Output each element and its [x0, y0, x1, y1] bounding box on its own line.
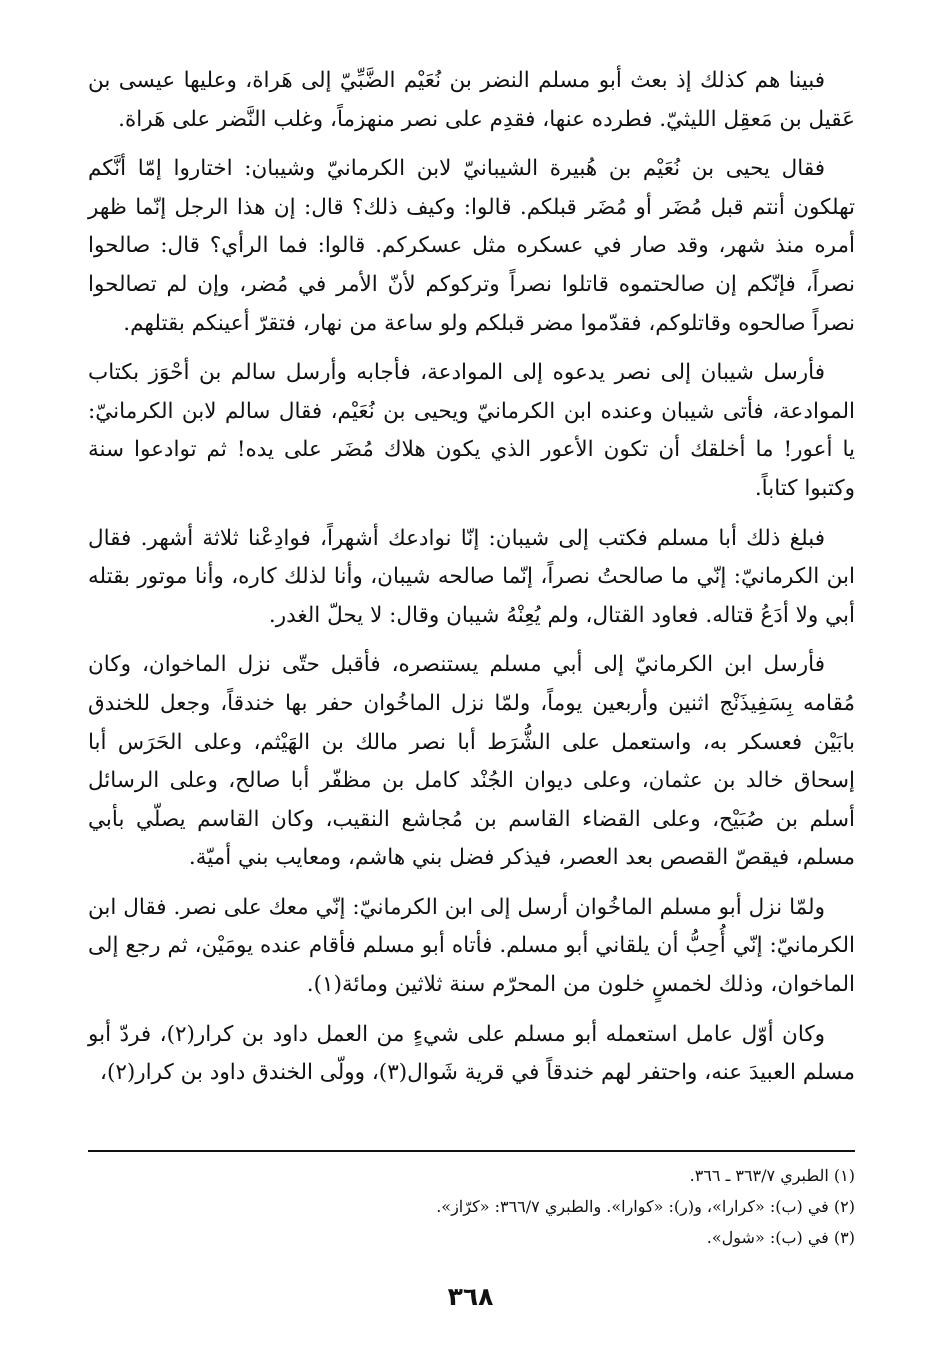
paragraph: ولمّا نزل أبو مسلم الماخُوان أرسل إلى ابن الكرمانيّ: إنّي معك على نصر. فقال ابن الكرمانيّ: إنّي أُحِبُّ أن يلقاني أبو مسلم. فأتاه أبو مسلم فأقام عنده يومَيْن، ثم رجع إلى الماخوان، وذلك لخمسٍ خلون من المحرّم سنة ثلاثين ومائة(١).	[88, 894, 855, 998]
paragraph: وكان أوّل عامل استعمله أبو مسلم على شيءٍ من العمل داود بن كرار(٢)، فردّ أبو مسلم العبيدَ عنه، واحتفر لهم خندقاً في قرية شَوال(٣)، وولّى الخندق داود بن كرار(٢)،	[88, 1021, 855, 1086]
main-text	[88, 62, 855, 1104]
footnote: (٢) في (ب): «كرارا»، و(ر): «كوارا». والطبري ٣٦٦/٧: «كرّاز».	[436, 1197, 855, 1216]
paragraph: فبلغ ذلك أبا مسلم فكتب إلى شيبان: إنّا نوادعك أشهراً، فوادِعْنا ثلاثة أشهر. فقال ابن الكرمانيّ: إنّي ما صالحتُ نصراً، إنّما صالحه شيبان، وأنا لذلك كاره، وأنا موتور بقتله أبي ولا أدَعُ قتاله. فعاود القتال، ولم يُعِنْهُ شيبان وقال: لا يحلّ الغدر.	[88, 525, 855, 628]
paragraph: فبينا هم كذلك إذ بعث أبو مسلم النضر بن نُعَيْم الضَّبِّيّ إلى هَراة، وعليها عيسى بن عَقيل بن مَعقِل الليثيّ. فطرده عنها، فقدِم على نصر منهزماً، وغلب النَّضر على هَراة.	[88, 68, 855, 132]
paragraph: فأرسل ابن الكرمانيّ إلى أبي مسلم يستنصره، فأقبل حتّى نزل الماخوان، وكان مُقامه بِسَفِيذَنْج اثنين وأربعين يوماً، ولمّا نزل الماخُوان حفر بها خندقاً، وجعل للخندق بابَيْن فعسكر به، واستعمل على الشُّرَط أبا نصر مالك بن الهَيْثم، وعلى الحَرَس أبا إسحاق خالد بن عثمان، وعلى ديوان الجُنْد كامل بن مظفّر أبا صالح، وعلى الرسائل أسلم بن صُبَيْح، وعلى القضاء القاسم بن مُجاشع النقيب، وكان القاسم يصلّي بأبي مسلم، فيقصّ القصص بعد العصر، فيذكر فضل بني هاشم، ومعايب بني أميّة.	[88, 652, 855, 871]
footnote: (١) الطبري ٣٦٣/٧ ـ ٣٦٦.	[689, 1166, 855, 1185]
footnotes	[88, 1150, 855, 1253]
page-number: ٣٦٨	[447, 1282, 494, 1311]
paragraph: فأرسل شيبان إلى نصر يدعوه إلى الموادعة، فأجابه وأرسل سالم بن أحْوَز بكتاب الموادعة، فأتى شيبان وعنده ابن الكرمانيّ ويحيى بن نُعَيْم، فقال سالم لابن الكرمانيّ: يا أعور! ما أخلقك أن تكون الأعور الذي يكون هلاك مُضَر على يده! ثم توادعوا سنة وكتبوا كتاباً.	[88, 360, 855, 501]
footnote: (٣) في (ب): «شول».	[706, 1228, 855, 1247]
paragraph: فقال يحيى بن نُعَيْم بن هُبيرة الشيبانيّ لابن الكرمانيّ وشيبان: اختاروا إمّا أنَّكم تهلكون أنتم قبل مُضَر أو مُضَر قبلكم. قالوا: وكيف ذلك؟ قال: إن هذا الرجل إنّما ظهر أمره منذ شهر، وقد صار في عسكره مثل عسكركم. قالوا: فما الرأي؟ قال: صالحوا نصراً، فإنّكم إن صالحتموه قاتلوا نصراً وتركوكم لأنّ الأمر في مُضر، وإن لم تصالحوا نصراً صالحوه وقاتلوكم، فقدّموا مضر قبلكم ولو ساعة من نهار، فتقرّ أعينكم بقتلهم.	[88, 156, 856, 336]
